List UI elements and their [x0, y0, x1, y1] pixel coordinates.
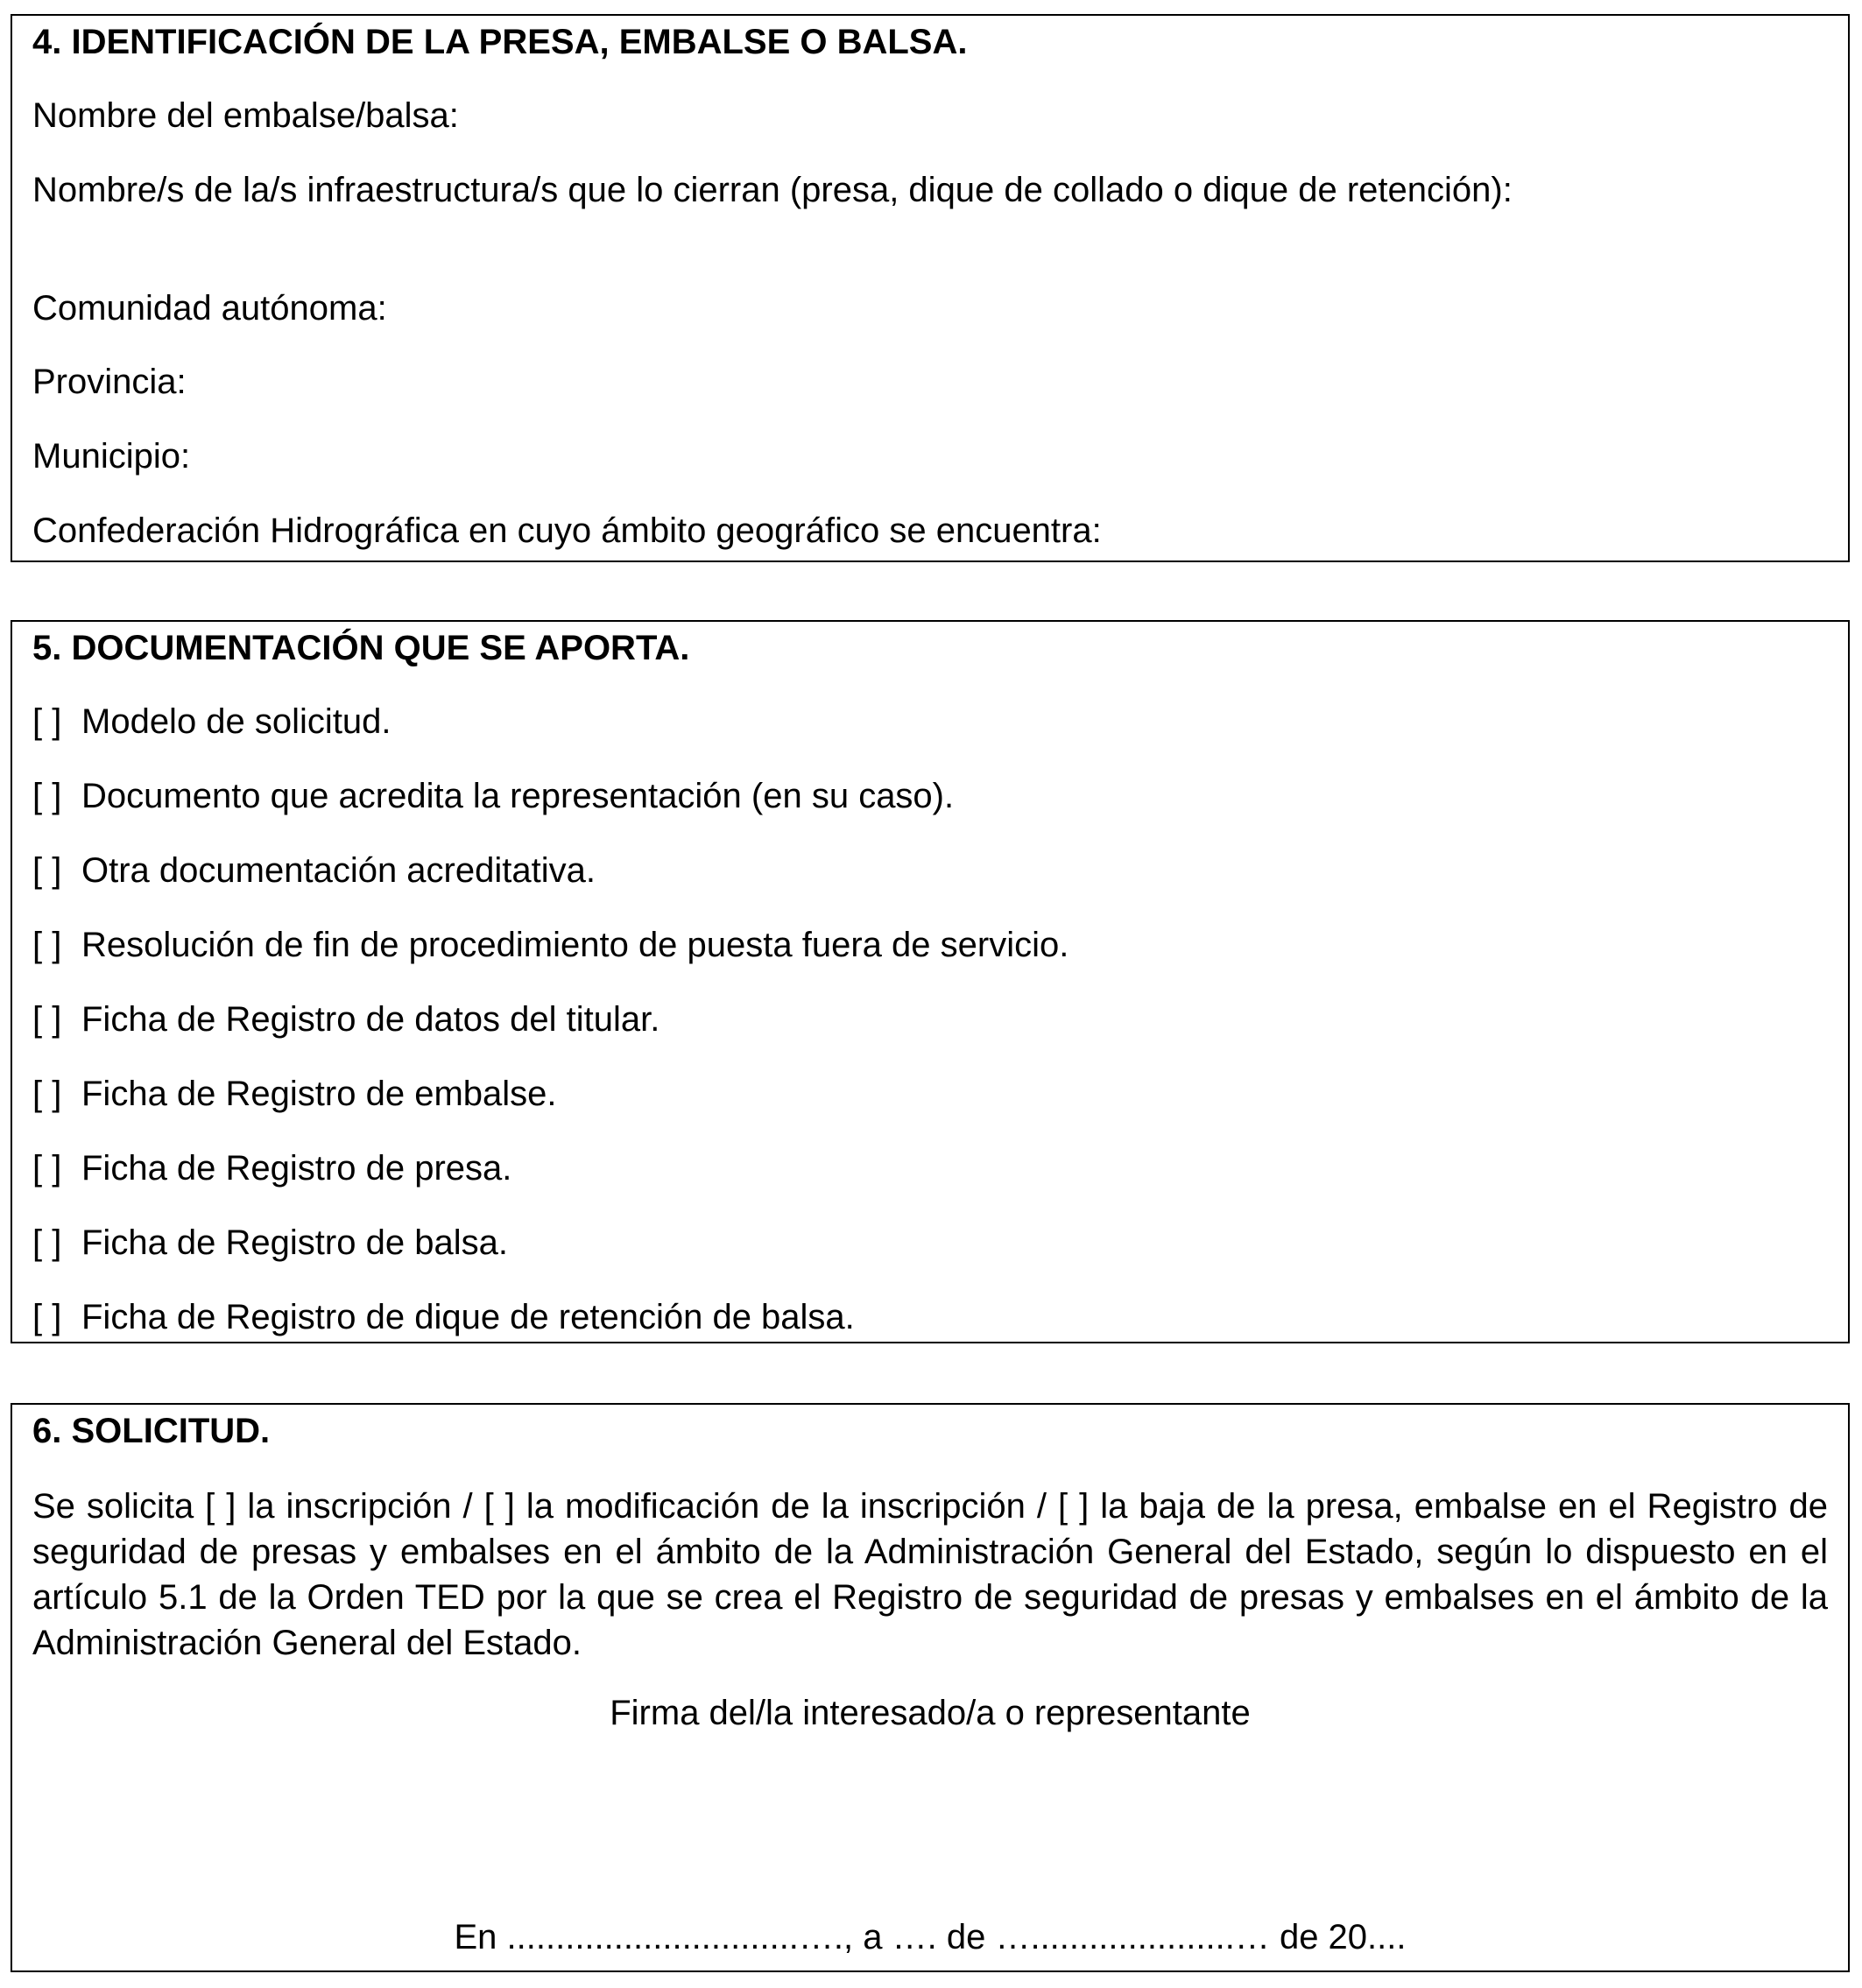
checkbox[interactable]: [ ]: [32, 1149, 62, 1188]
field-nombre-embalse: Nombre del embalse/balsa:: [32, 96, 459, 135]
doc-item-otra-documentacion[interactable]: [32, 849, 596, 892]
place-date-line: En ..............................…., a …. de ….....................… de 20....: [454, 1918, 1407, 1956]
doc-item-ficha-embalse[interactable]: [32, 1073, 557, 1115]
field-comunidad-autonoma: Comunidad autónoma:: [32, 289, 387, 328]
section-6-title: 6. SOLICITUD.: [32, 1412, 271, 1450]
field-municipio: Municipio:: [32, 437, 191, 476]
doc-item-representacion[interactable]: [32, 775, 954, 817]
checkbox[interactable]: [ ]: [32, 851, 62, 890]
doc-item-ficha-titular[interactable]: [32, 998, 659, 1040]
field-confederacion: Confederación Hidrográfica en cuyo ámbito geográfico se encuentra:: [32, 511, 1102, 550]
checkbox[interactable]: [ ]: [32, 1298, 62, 1336]
signature-label: Firma del/la interesado/a o representante: [610, 1694, 1251, 1732]
doc-item-ficha-dique[interactable]: [32, 1296, 855, 1338]
doc-item-ficha-presa[interactable]: [32, 1147, 511, 1189]
doc-item-ficha-balsa[interactable]: [32, 1222, 508, 1264]
checkbox[interactable]: [ ]: [32, 1223, 62, 1262]
doc-item-label: Ficha de Registro de balsa.: [81, 1223, 508, 1262]
doc-item-modelo-solicitud[interactable]: [32, 701, 391, 743]
doc-item-label: Ficha de Registro de presa.: [81, 1149, 512, 1188]
field-provincia: Provincia:: [32, 363, 187, 401]
doc-item-label: Otra documentación acreditativa.: [81, 851, 596, 890]
section-identificacion: [11, 14, 1850, 562]
checkbox[interactable]: [ ]: [32, 926, 62, 964]
doc-item-label: Modelo de solicitud.: [81, 702, 391, 741]
section-documentacion: [11, 620, 1850, 1343]
checkbox[interactable]: [ ]: [32, 702, 62, 741]
doc-item-label: Ficha de Registro de embalse.: [81, 1075, 557, 1113]
solicitud-paragraph: Se solicita [ ] la inscripción / [ ] la modificación de la inscripción / [ ] la baja de la presa, embalse en el Registro de seguridad de presas y embalses en el ámbito de la Administración General del Estado, según lo dispuesto en el artículo 5.1 de la Orden TED por la que se crea el Registro de seguridad de presas y embalses en el ámbito de la Administración General del Estado.: [32, 1487, 1828, 1662]
field-infraestructuras: Nombre/s de la/s infraestructura/s que lo cierran (presa, dique de collado o dique de retención):: [32, 171, 1513, 209]
section-solicitud: [11, 1403, 1850, 1972]
doc-item-label: Documento que acredita la representación (en su caso).: [81, 777, 955, 815]
checkbox[interactable]: [ ]: [32, 777, 62, 815]
doc-item-label: Ficha de Registro de dique de retención de balsa.: [81, 1298, 855, 1336]
doc-item-resolucion[interactable]: [32, 924, 1069, 966]
doc-item-label: Resolución de fin de procedimiento de puesta fuera de servicio.: [81, 926, 1069, 964]
section-5-title: 5. DOCUMENTACIÓN QUE SE APORTA.: [32, 629, 690, 667]
doc-item-label: Ficha de Registro de datos del titular.: [81, 1000, 660, 1039]
checkbox[interactable]: [ ]: [32, 1075, 62, 1113]
section-4-title: 4. IDENTIFICACIÓN DE LA PRESA, EMBALSE O BALSA.: [32, 23, 968, 61]
checkbox[interactable]: [ ]: [32, 1000, 62, 1039]
